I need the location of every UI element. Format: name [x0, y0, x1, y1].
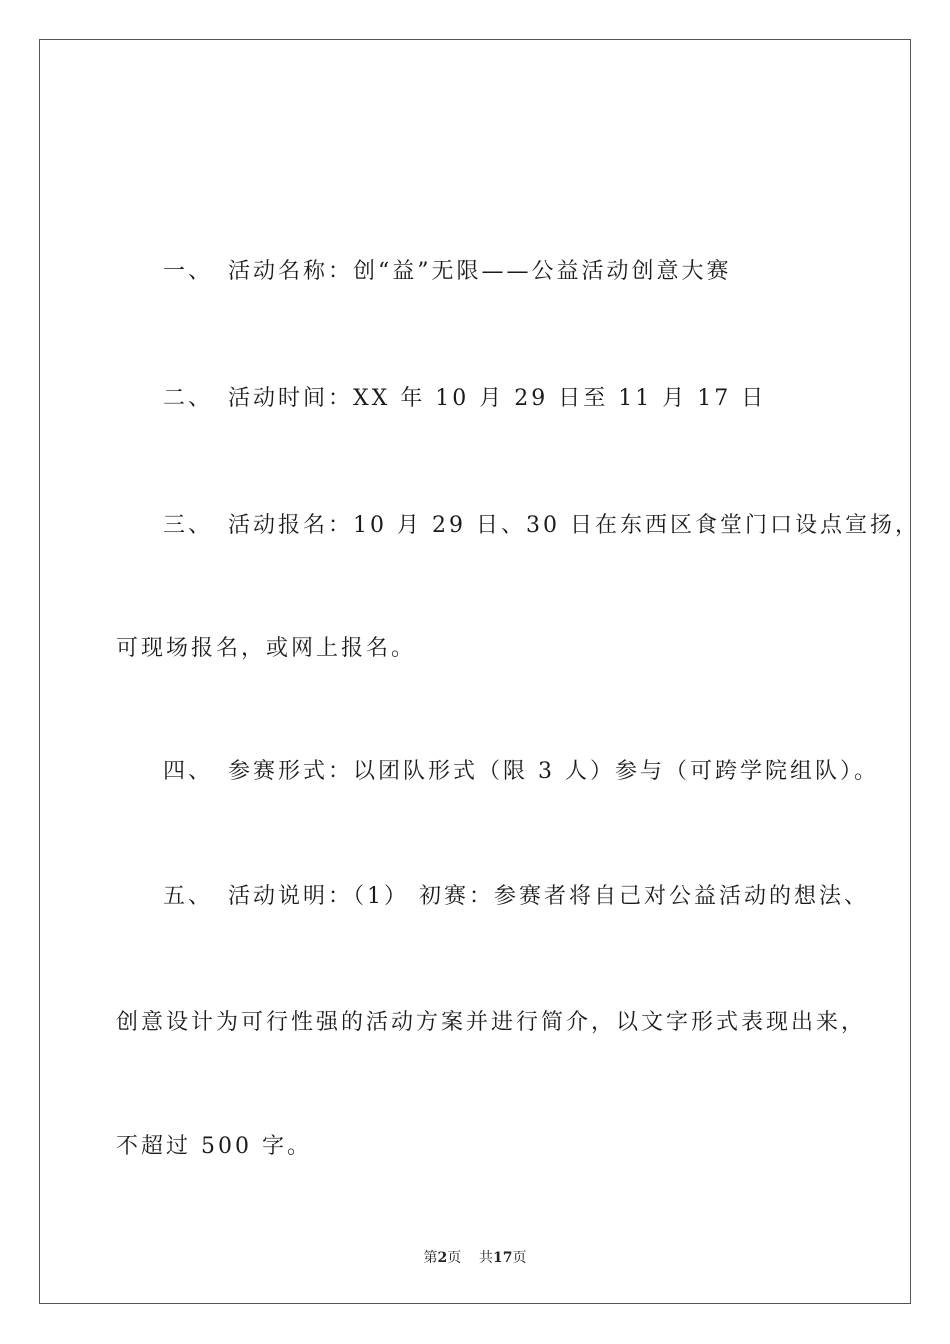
- item-activity-description: [163, 883, 869, 911]
- item-registration-continued: [116, 635, 416, 663]
- item-description-continued-1: [116, 1009, 866, 1037]
- item-number: 四、: [163, 759, 214, 784]
- footer-total-suffix: 页: [512, 1250, 527, 1266]
- item-text: 活动时间：XX 年 10 月 29 日至 11 月 17 日: [228, 386, 767, 411]
- item-number: 三、: [163, 513, 214, 538]
- item-activity-name: [163, 258, 732, 286]
- page-footer: [0, 1247, 950, 1267]
- item-number: 五、: [163, 884, 214, 909]
- page-border: [39, 39, 911, 1304]
- item-entry-format: [163, 758, 879, 786]
- item-text: 活动报名：10 月 29 日、30 日在东西区食堂门口设点宣扬，: [228, 513, 920, 538]
- footer-page-number: 2: [437, 1250, 448, 1266]
- item-number: 一、: [163, 259, 214, 284]
- footer-page-suffix: 页: [447, 1250, 462, 1266]
- item-number: 二、: [163, 386, 214, 411]
- footer-page-prefix: 第: [423, 1250, 438, 1266]
- footer-total-pages: 17: [493, 1250, 513, 1266]
- item-registration: [163, 512, 920, 540]
- item-text: 不超过 500 字。: [116, 1134, 312, 1159]
- item-text: 参赛形式：以团队形式（限 3 人）参与（可跨学院组队）。: [228, 759, 879, 784]
- item-text: 活动说明：（1） 初赛：参赛者将自己对公益活动的想法、: [228, 884, 869, 909]
- item-activity-time: [163, 385, 766, 413]
- footer-total-prefix: 共: [479, 1250, 494, 1266]
- item-text: 创意设计为可行性强的活动方案并进行简介，以文字形式表现出来，: [116, 1010, 867, 1035]
- item-description-continued-2: [116, 1133, 312, 1161]
- item-text: 可现场报名，或网上报名。: [116, 636, 417, 661]
- item-text: 活动名称：创“益”无限——公益活动创意大赛: [228, 259, 732, 284]
